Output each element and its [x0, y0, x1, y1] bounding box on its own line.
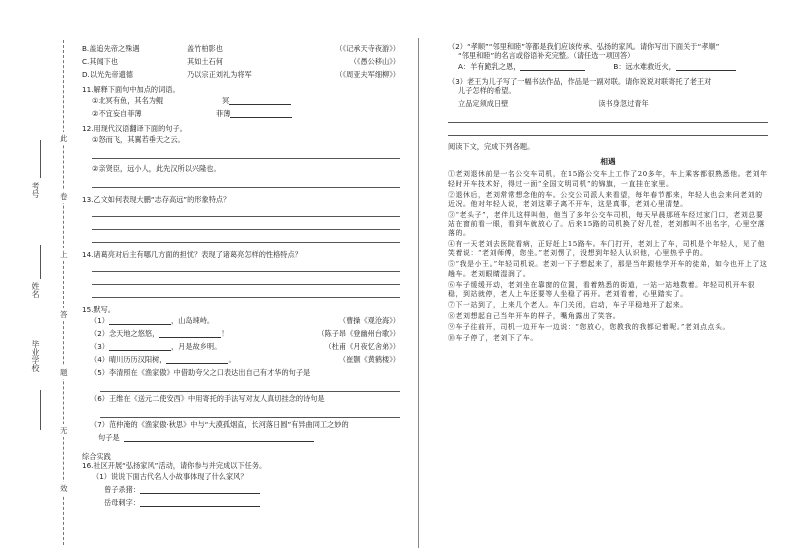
answer-line[interactable]: [100, 405, 400, 418]
seal-char: 上: [60, 248, 68, 261]
option-a: A：羊有跪乳之恩，: [458, 62, 521, 71]
q15-blank[interactable]: [166, 355, 228, 364]
q15-line: [82, 314, 400, 327]
q15-blank[interactable]: [159, 329, 221, 338]
answer-line[interactable]: [448, 110, 768, 123]
story-paragraph: ①老刘退休前是一名公交车司机，在15路公交车上工作了20多年，车上乘客都很熟悉他。老刘年轻时开车技术好，得过一面“全国文明司机”的锦旗，一直挂在家里。: [448, 170, 768, 188]
couplet: [448, 97, 768, 110]
question-11-title: 11.解释下面句中加点的词语。: [82, 85, 180, 94]
story-paragraph: ④有一天老刘去医院看病，正好赶上15路车。车门打开，老刘上了车，司机是个年轻人，见了他笑着说：“老刘师傅，您坐。”老刘愣了，没想到年轻人认识他，心里热乎乎的。: [448, 240, 766, 258]
q15-prefix: （3）: [90, 342, 109, 351]
q16-sub2-line2: “邻里和睦”的名言或俗语补充完整。（请任选一项回答）: [458, 51, 635, 60]
q15-suffix: ！: [221, 329, 229, 338]
q12-sentence: ①怒而飞，其翼若垂天之云。: [92, 135, 185, 144]
couplet-right: 读书身忽过青年: [598, 99, 649, 108]
q15-line: [82, 340, 400, 353]
option-source: （《记承天寺夜游》）: [335, 44, 400, 53]
school-label: 毕业学校: [31, 340, 40, 372]
story-paragraph: ⑨车子往前开，司机一边开车一边说：“您放心，您教我的我都记着呢。”老刘点点头。: [448, 323, 730, 332]
answer-line[interactable]: [92, 175, 400, 188]
q16-story: 曾子杀猪：: [82, 483, 400, 496]
exam-number-field[interactable]: [40, 140, 41, 178]
q11-item: [82, 94, 400, 107]
q11-answer-blank[interactable]: [230, 109, 292, 118]
seal-char: 效: [60, 482, 68, 495]
option-a: B.盖追先帝之殊遇: [82, 44, 140, 53]
option-b: 盖竹柏影也: [187, 44, 223, 53]
story-paragraph: ⑤“我是小王。”年轻司机说。老刘一下子想起来了，那是当年跟他学开车的徒弟，如今也开上了这趟车。老刘眼睛湿润了。: [448, 260, 768, 278]
seal-char: 此: [60, 132, 68, 145]
answer-line[interactable]: [92, 146, 400, 159]
option-a: C.其闻下也: [82, 57, 119, 66]
q15-suffix: ，月是故乡明。: [170, 342, 222, 351]
story-paragraph: ⑦下一站到了，上来几个老人。车门关闭，启动，车子平稳地开了起来。: [448, 300, 688, 309]
q16-sub2-line1: （2）“孝顺”“邻里和睦”等都是我们应该传承、弘扬的家风。请你写出下面关于“孝顺”: [448, 42, 720, 51]
q15-line: [82, 327, 400, 340]
answer-line[interactable]: [448, 123, 768, 136]
name-label: 姓名: [31, 282, 40, 298]
answer-line[interactable]: [92, 204, 400, 217]
story-paragraph: ②退休后，老刘常常想念他的车。公交公司派人来看望，每年春节都来，年轻人也会来问老刘的近况。他对年轻人说，老刘这辈子离不开车，这是真事，老刘心里清楚。: [448, 190, 763, 208]
q15-source: （杜甫《月夜忆舍弟》）: [324, 342, 400, 351]
story-paragraph: ⑥车子缓缓开动，老刘坐在靠窗的位置，看着熟悉的街道，一站一站地数着。年轻司机开车很稳，到站就停，老人上车还要等人坐稳了再开。老刘看着，心里踏实了。: [448, 280, 756, 298]
q15-prefix: （2）念天地之悠悠，: [90, 329, 160, 338]
couplet-left: 立品定须成日壁: [458, 99, 509, 108]
question-13-title: 13.乙文如何表现大鹏“志存高远”的形象特点？: [82, 195, 231, 204]
binding-margin: [0, 0, 78, 560]
left-column: [82, 42, 400, 509]
reading-intro: 阅读下文，完成下列各题。: [448, 142, 535, 151]
q15-line-7: （7）范仲淹的《渔家傲·秋思》中与“大漠孤烟直，长河落日圆”有异曲同工之妙的: [90, 420, 349, 429]
q11-sentence: ①北冥有鱼，其名为鲲: [92, 96, 164, 105]
q16-sub1: （1）说说下面古代名人小故事体现了什么家风？: [92, 472, 248, 481]
question-12-title: 12.用现代汉语翻译下面的句子。: [82, 124, 187, 133]
option-b: 其如土石何: [187, 57, 223, 66]
column-divider: [418, 38, 419, 548]
story-paragraph: ③“老头子”，老伴儿这样叫他，他当了多年公交车司机，每天早晨那班车经过家门口，老刘总要站在窗前看一眼，看到车就放心了。后来15路的司机换了好几茬，老刘都叫不出名字，心里空落落的。: [448, 210, 766, 238]
answer-blank[interactable]: [676, 62, 736, 71]
q11-word: 菲薄: [216, 109, 231, 118]
q15-line-6: （6）王维在《送元二使安西》中用寄托的手法写对友人真切挂念的诗句是: [90, 394, 325, 403]
q15-line-5: （5）李清照在《渔家傲》中借助夸父之口表达出自己有才华的句子是: [90, 368, 311, 377]
seal-char: 题: [60, 366, 68, 379]
q15-source: （崔颢《黄鹤楼》）: [338, 355, 400, 364]
answer-line[interactable]: [92, 285, 400, 298]
answer-line[interactable]: [92, 217, 400, 230]
option-row: [82, 55, 400, 68]
q11-answer-blank[interactable]: [229, 96, 291, 105]
option-row: [82, 68, 400, 81]
right-column: [448, 42, 768, 345]
q11-item: [82, 107, 400, 120]
answer-line[interactable]: [92, 230, 400, 243]
option-b: 乃以宗正刘礼为将军: [187, 70, 252, 79]
q15-suffix: 。: [228, 355, 236, 364]
q15-suffix: ，山岛竦峙。: [170, 316, 215, 325]
q11-sentence: ②不宜妄自菲薄: [92, 109, 142, 118]
section-title: 综合实践: [82, 452, 111, 461]
option-source: （《周亚夫军细柳》）: [335, 70, 400, 79]
answer-line[interactable]: [92, 259, 400, 272]
q15-source: （曹操《观沧海》）: [338, 316, 400, 325]
story-paragraph: ⑩车子停了，老刘下了车。: [448, 334, 538, 343]
story-title: 相遇: [600, 157, 616, 166]
question-14-title: 14.诸葛亮对后主有哪几方面的担忧？表现了诸葛亮怎样的性格特点？: [82, 250, 302, 259]
question-15-title: 15.默写。: [82, 305, 115, 314]
school-field[interactable]: [40, 390, 41, 430]
q11-word: 冥: [222, 96, 230, 105]
exam-number-label: 考号: [31, 182, 40, 198]
option-source: （《愚公移山》）: [349, 57, 400, 66]
q16-blank[interactable]: [140, 485, 260, 494]
q16-sub3-line1: （3）老王为儿子写了一幅书法作品，作品是一副对联。请你说说对联寄托了老王对: [448, 77, 712, 86]
q15-prefix: （4）晴川历历汉阳树，: [90, 355, 167, 364]
option-row: [82, 42, 400, 55]
q15-blank[interactable]: [109, 316, 171, 325]
q15-blank[interactable]: [109, 342, 171, 351]
q16-sub2-options: [448, 60, 768, 73]
story-paragraph: ⑧老刘想起自己当年开车的样子，嘴角露出了笑容。: [448, 312, 621, 321]
q16-story: 岳母刺字：: [82, 496, 400, 509]
seal-line: [63, 40, 64, 545]
q15-source: （陈子昂《登幽州台歌》）: [317, 329, 400, 338]
answer-line[interactable]: [100, 379, 400, 392]
q15-line: [82, 353, 400, 366]
answer-blank[interactable]: [520, 62, 585, 71]
seal-char: 无: [60, 424, 68, 437]
option-b: B：远水难救近火，: [613, 62, 676, 71]
seal-char: 卷: [60, 190, 68, 203]
q12-sentence: ②亲贤臣，远小人，此先汉所以兴隆也。: [92, 164, 221, 173]
q15-line-7b: 句子是: [82, 431, 400, 444]
seal-char: 答: [60, 308, 68, 321]
q15-prefix: （1）: [90, 316, 109, 325]
answer-line[interactable]: [92, 272, 400, 285]
question-16-title: 16.社区开展“弘扬家风”活动，请你参与并完成以下任务。: [82, 461, 267, 470]
name-field[interactable]: [40, 245, 41, 279]
q16-sub3-line2: 儿子怎样的希望。: [458, 86, 516, 95]
option-a: D.以光先帝遗德: [82, 70, 133, 79]
q15-blank[interactable]: [124, 433, 314, 442]
q16-blank[interactable]: [140, 498, 260, 507]
